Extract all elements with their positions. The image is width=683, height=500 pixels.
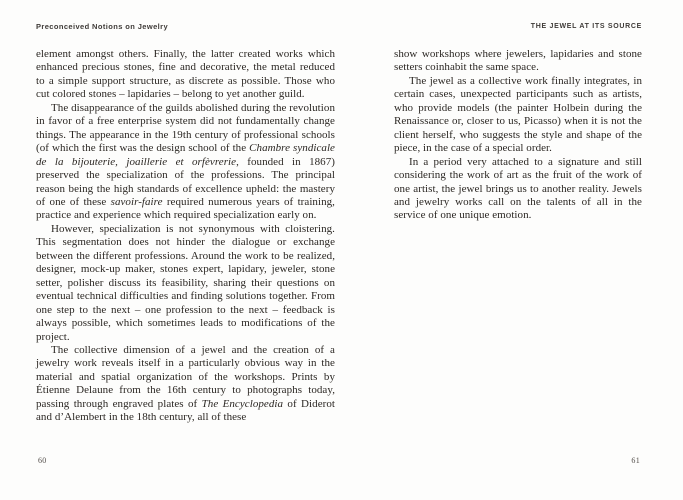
text-segment: required numerous years of training, practice and experience which required specialization early on. (36, 195, 335, 222)
text-segment: element amongst others. Finally, the latter created works which enhanced precious stones, fine and decorative, the metal reduced to a simple support structure, as discrete as possible. Those who cut colored stones – lapidaries – belong to yet another guild. (36, 48, 335, 101)
paragraph (394, 75, 642, 156)
paragraph (394, 156, 642, 223)
text-segment: , founded in 1867) preserved the specialization of the professions. The principal reason being the high standards of excellence upheld: the mastery of one of these (36, 155, 335, 208)
paragraph (36, 344, 335, 425)
text-segment: The collective dimension of a jewel and the creation of a jewelry work reveals itself in a particularly obvious way in the material and spatial organization of the workshops. Prints by Étienne Delaune from the 16th century to photographs today, passing through engraved plates of (36, 343, 335, 410)
right-running-header: THE JEWEL AT ITS SOURCE (530, 23, 642, 30)
paragraph (36, 102, 335, 223)
text-segment: The disappearance of the guilds abolished during the revolution in favor of a free enterprise system did not fundamentally change things. The appearance in the 19th century of professional schools (of which the first was the design school of the (36, 101, 335, 155)
text-segment: In a period very attached to a signature and still considering the work of art as the fruit of the work of one artist, the jewel brings us to another reality. Jewels and jewelry works call on the talents of all in the service of one unique emotion. (394, 155, 642, 222)
paragraph (36, 223, 335, 344)
italic-text-segment: The Encyclopedia (201, 397, 284, 410)
paragraph (36, 48, 335, 102)
left-page-body (36, 48, 335, 425)
text-segment: show workshops where jewelers, lapidaries and stone setters coinhabit the same space. (394, 48, 642, 74)
text-segment: of Diderot and d’Alembert in the 18th century, all of these (36, 397, 335, 424)
left-page-number: 60 (38, 456, 47, 465)
paragraph (394, 48, 642, 75)
left-page (36, 20, 335, 482)
right-page (394, 20, 642, 482)
text-segment: However, specialization is not synonymous with cloistering. This segmentation does not hinder the dialogue or exchange between the different professions. Around the work to be realized, designer, mock-up maker, stones expert, lapidary, jeweler, stone setter, polisher discuss its feasibility, sharing their questions on eventual technical difficulties and finding solutions together. From one step to the next – one profession to the next – feedback is always possible, which sometimes leads to modifications of the project. (36, 222, 335, 343)
right-page-number: 61 (631, 456, 640, 465)
italic-text-segment: savoir-faire (110, 195, 163, 208)
left-running-header: Preconceived Notions on Jewelry (36, 22, 169, 31)
right-page-body (394, 48, 642, 223)
italic-text-segment: Chambre syndicale de la bijouterie, joaillerie et orfèvrerie (36, 142, 335, 168)
text-segment: The jewel as a collective work finally integrates, in certain cases, unexpected participants such as artists, who provide models (the painter Holbein during the Renaissance or, closer to us, Picasso) when it is not the client herself, who suggests the style and shape of the piece, in the case of a special order. (394, 74, 642, 155)
